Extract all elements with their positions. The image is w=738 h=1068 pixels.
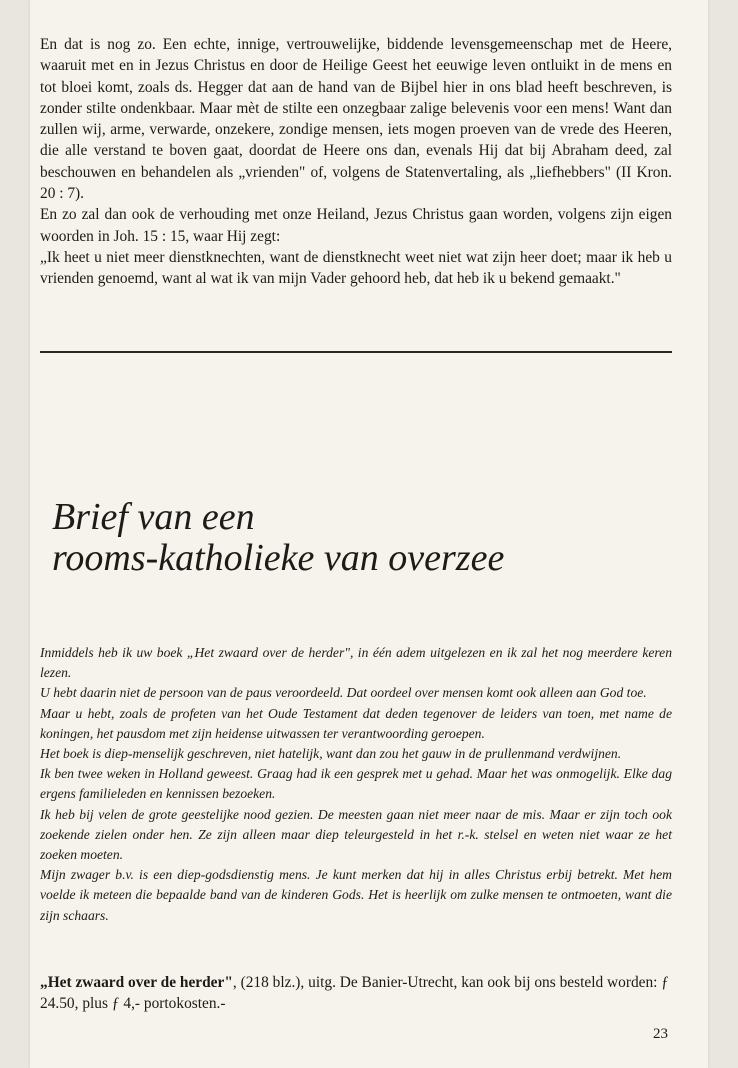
book-info: , (218 blz.), uitg. De Banier-Utrecht, kan ook bij ons besteld worden: ƒ 24.50, plus ƒ 4,- portokosten.- [40, 974, 669, 1013]
paragraph: Mijn zwager b.v. is een diep-godsdienstig mens. Je kunt merken dat hij in alles Christus erbij betrekt. Met hem voelde ik meteen die bepaalde band van de kinderen Gods. Het is heerlijk om zulke mensen te ontmoeten, want die zijn schaars. [40, 867, 672, 923]
title-line-2: rooms-katholieke van overzee [52, 537, 505, 579]
paragraph: Ik heb bij velen de grote geestelijke nood gezien. De meesten gaan niet meer naar de mis. Maar er zijn toch ook zoekende zielen onder hen. Ze zijn alleen maar diep teleurgesteld in het r.-k. stelsel en weten niet waar ze het zoeken moeten. [40, 806, 672, 863]
paragraph: Ik ben twee weken in Holland geweest. Graag had ik een gesprek met u gehad. Maar het was onmogelijk. Elke dag ergens familieleden en kennissen bezoeken. [40, 766, 672, 802]
book-title: „Het zwaard over de herder" [40, 974, 233, 991]
document-page [30, 0, 708, 1068]
title-line-1: Brief van een [52, 496, 255, 538]
page-number: 23 [653, 1026, 668, 1042]
paragraph: Inmiddels heb ik uw boek „Het zwaard over de herder", in één adem uitgelezen en ik zal het nog meerdere keren lezen. [40, 645, 672, 681]
paragraph: Het boek is diep-menselijk geschreven, niet hatelijk, want dan zou het gauw in de prullenmand verdwijnen. [40, 746, 622, 762]
letter-continuation [40, 34, 672, 290]
paragraph: En zo zal dan ook de verhouding met onze Heiland, Jezus Christus gaan worden, volgens zijn eigen woorden in Joh. 15 : 15, waar Hij zegt: [40, 206, 672, 245]
paragraph: U hebt daarin niet de persoon van de paus veroordeeld. Dat oordeel over mensen komt ook alleen aan God toe. [40, 685, 647, 701]
paragraph: En dat is nog zo. Een echte, innige, vertrouwelijke, biddende levensgemeenschap met de Heere, waaruit met en in Jezus Christus en door de Heilige Geest het eeuwige leven ontluikt in de mens en tot bloei komt, zoals ds. Hegger dat aan de hand van de Bijbel hier in ons blad heeft beschreven, is zonder stilte ondenkbaar. Maar mèt de stilte een onzegbaar zalige belevenis voor een mens! Want dan zullen wij, arme, verwarde, onzekere, zondige mensen, iets mogen proeven van de vrede des Heeren, die alle verstand te boven gaat, doordat de Heere ons dan, evenals Hij dat bij Abraham deed, zal beschouwen en behandelen als „vrienden" of, volgens de Statenvertaling, als „liefhebbers" (II Kron. 20 : 7). [40, 36, 672, 203]
book-notice-text [40, 972, 672, 1015]
bible-quote: „Ik heet u niet meer dienstknechten, want de dienstknecht weet niet wat zijn heer doet; maar ik heb u vrienden genoemd, want al wat ik van mijn Vader gehoord heb, dat heb ik u bekend gemaakt." [40, 248, 672, 288]
paragraph: Maar u hebt, zoals de profeten van het Oude Testament dat deden tegenover de leiders van toen, met name de koningen, het pausdom met zijn heidense uitwassen ter verantwoording geroepen. [40, 705, 672, 741]
section-divider [40, 351, 672, 353]
book-notice [40, 972, 672, 1015]
article-title [52, 497, 672, 579]
article-body [40, 643, 672, 926]
